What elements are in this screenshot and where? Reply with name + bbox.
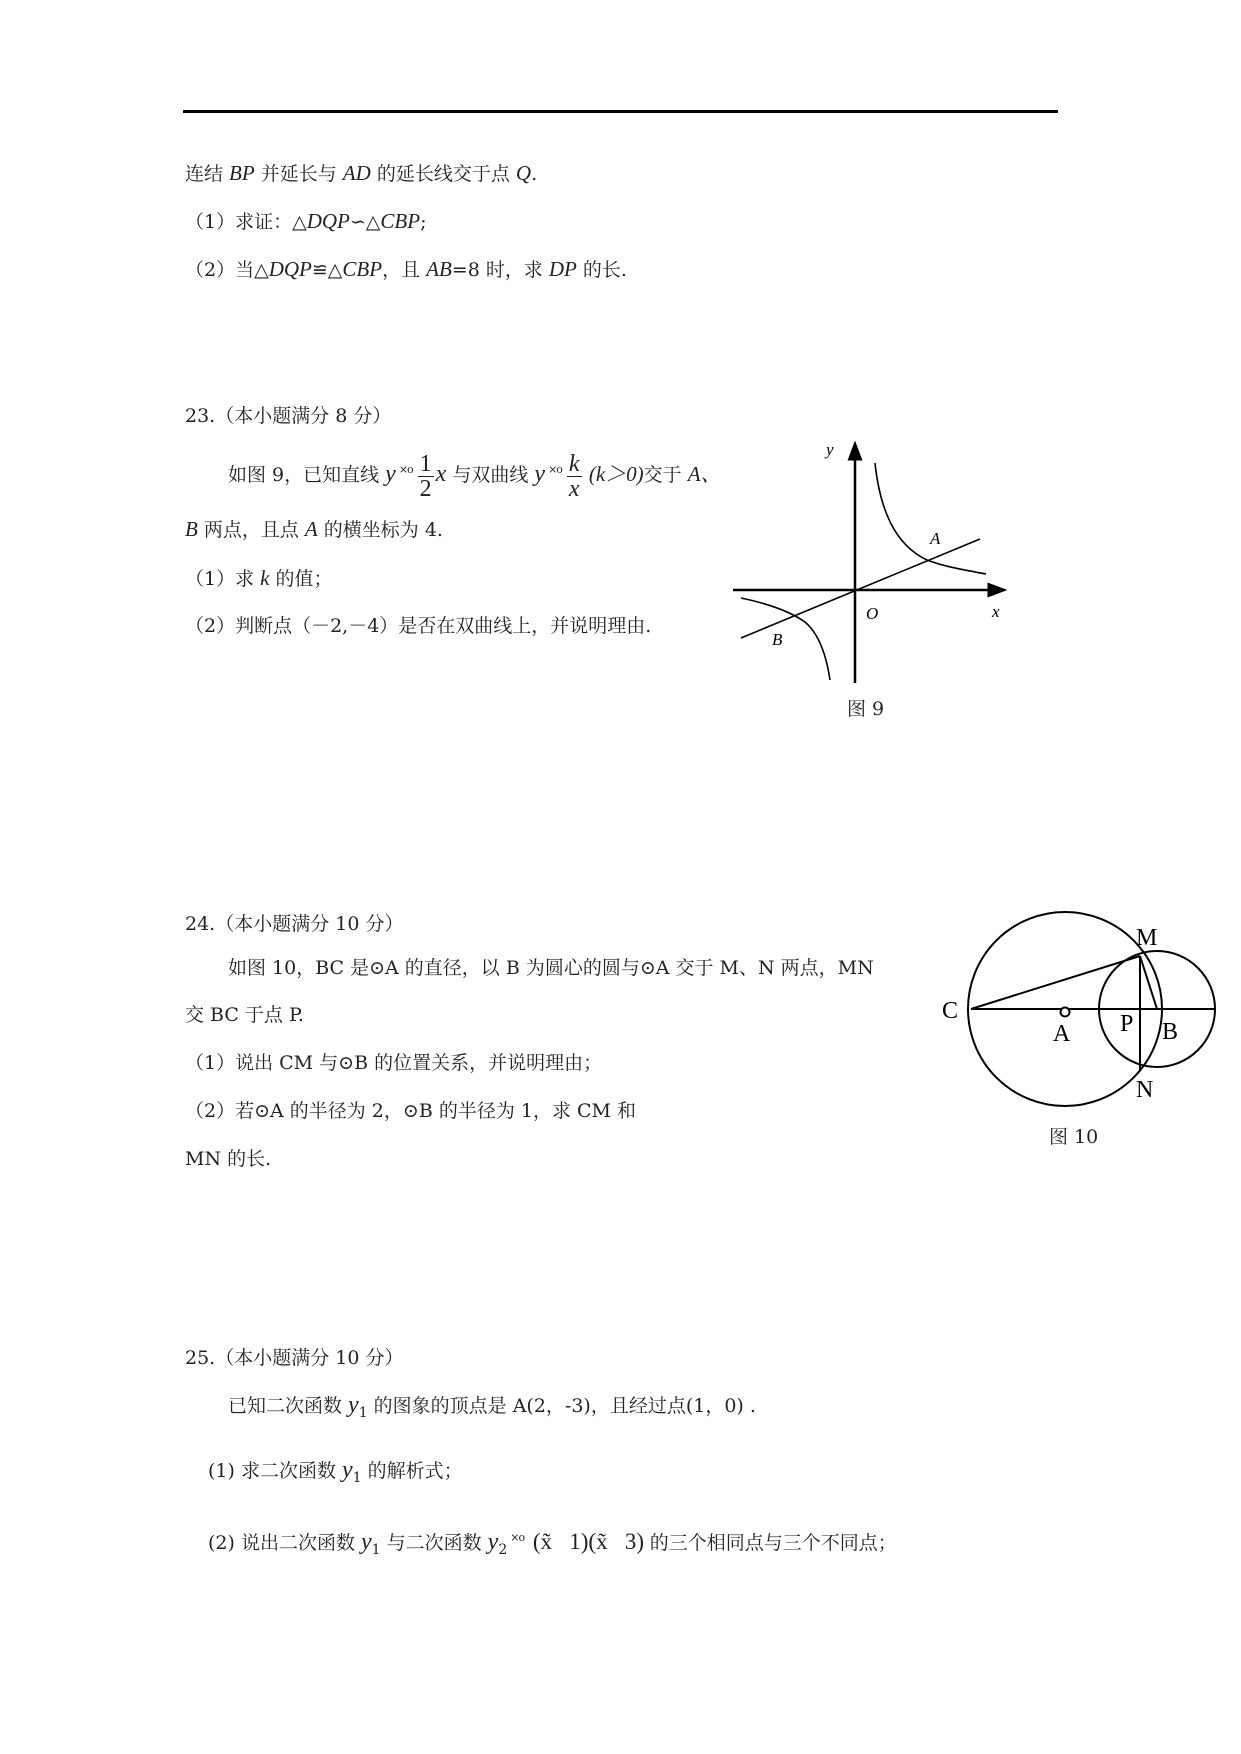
text: 如图 9，已知直线 [228, 464, 386, 486]
var-b: B [185, 517, 198, 541]
text: ，且 [382, 259, 427, 281]
var-a: A [304, 517, 318, 541]
text: (2) 说出二次函数 [208, 1532, 361, 1554]
q24-intro: 如图 10，BC 是⊙A 的直径，以 B 为圆心的圆与⊙A 交于 M、N 两点，MN [228, 957, 874, 979]
text: （1）求证：△ [185, 211, 307, 233]
point-a-label: A [930, 529, 941, 548]
q25-part1 [208, 1458, 463, 1490]
q23-part1 [185, 566, 333, 591]
q22-part2 [185, 257, 627, 282]
q23-intro [228, 446, 722, 501]
figure-10 [920, 900, 1220, 1120]
var: DQP [306, 209, 350, 233]
subscript: 1 [371, 1541, 381, 1558]
y-axis-label: y [826, 440, 834, 459]
numerator: 1 [419, 450, 432, 477]
text: 的解析式； [361, 1460, 463, 1482]
var: DP [548, 257, 577, 281]
q25-intro [228, 1393, 756, 1425]
q24-part2: （2）若⊙A 的半径为 2，⊙B 的半径为 1，求 CM 和 [185, 1100, 637, 1122]
hyperbola-branch-1 [875, 463, 986, 574]
header-rule [183, 110, 1058, 113]
condition: (k＞0) [583, 462, 644, 486]
var-y: y [361, 1529, 372, 1555]
text: 与二次函数 [380, 1532, 488, 1554]
var-y: y [487, 1529, 499, 1555]
var-x: x [435, 461, 447, 487]
segment-cm [971, 956, 1140, 1009]
var-y: y [385, 461, 396, 487]
fraction-k-over-x [567, 452, 582, 501]
var: CBP [342, 257, 383, 281]
var: CBP [380, 209, 421, 233]
var-k: k [260, 566, 270, 590]
text: 的长. [576, 259, 627, 281]
q24-part1: （1）说出 CM 与⊙B 的位置关系，并说明理由； [185, 1052, 603, 1074]
text: 与双曲线 [446, 464, 535, 486]
var-y: y [534, 461, 546, 487]
figure-9-caption: 图 9 [847, 698, 885, 720]
fraction-one-half [418, 452, 434, 501]
equals-glyph: ×o [510, 1531, 525, 1544]
segment-mb [1140, 956, 1157, 1009]
x-axis-label: x [992, 602, 1000, 621]
var: AB [426, 257, 452, 281]
denominator: x [568, 475, 580, 502]
var-ad: AD [342, 161, 371, 185]
subscript: 1 [352, 1469, 362, 1486]
origin-label: O [866, 604, 879, 623]
var-a: A、 [687, 462, 722, 486]
q23-part2: （2）判断点（－2,－4）是否在双曲线上，并说明理由. [185, 615, 652, 637]
text: ∽△ [349, 211, 381, 233]
q24-header: 24.（本小题满分 10 分） [185, 913, 404, 935]
q24-intro2: 交 BC 于点 P. [185, 1004, 304, 1026]
denominator: 2 [419, 475, 432, 502]
equals-glyph: ×o [398, 463, 413, 476]
text: 的延长线交于点 [370, 163, 516, 185]
subscript: 1 [358, 1404, 368, 1421]
point-b-label: B [772, 630, 783, 649]
q22-line1 [185, 161, 537, 186]
subscript: 2 [498, 1541, 508, 1558]
text: 两点，且点 [197, 519, 305, 541]
text: （2）当△ [185, 259, 269, 281]
text: 连结 [185, 163, 230, 185]
text: 已知二次函数 [228, 1395, 349, 1417]
text: =8 时，求 [451, 259, 549, 281]
text: 交于 [643, 464, 688, 486]
text: ; [420, 211, 427, 233]
label-c: C [942, 998, 959, 1024]
hyperbola-branch-2 [741, 598, 830, 680]
line-y-half-x [741, 539, 980, 638]
label-m: M [1136, 925, 1158, 951]
q23-header: 23.（本小题满分 8 分） [185, 405, 392, 427]
label-p: P [1120, 1011, 1134, 1037]
q22-part1 [185, 209, 427, 234]
label-b: B [1162, 1019, 1179, 1045]
numerator: k [568, 450, 580, 477]
label-a: A [1053, 1021, 1071, 1047]
center-a-dot [1061, 1008, 1070, 1017]
text: （1）求 [185, 568, 261, 590]
var-bp: BP [229, 161, 255, 185]
text: . [531, 163, 538, 185]
q24-part2-cont: MN 的长. [185, 1148, 272, 1170]
q23-intro2 [185, 517, 443, 542]
equals-glyph: ×o [548, 463, 562, 476]
label-n: N [1136, 1077, 1154, 1103]
text: 的值； [269, 568, 333, 590]
text: (1) 求二次函数 [208, 1460, 342, 1482]
var: DQP [268, 257, 312, 281]
var-y: y [342, 1457, 353, 1483]
text: 的横坐标为 4. [317, 519, 443, 541]
text: 并延长与 [254, 163, 343, 185]
q25-header: 25.（本小题满分 10 分） [185, 1347, 404, 1369]
figure-10-caption: 图 10 [1049, 1126, 1099, 1148]
text: 的图象的顶点是 A(2，-3)，且经过点(1，0) . [367, 1395, 756, 1417]
var-y: y [348, 1392, 359, 1418]
text: 的三个相同点与三个不同点； [649, 1532, 897, 1554]
text: ≌△ [311, 259, 343, 281]
figure-9 [720, 430, 1010, 720]
expression: (x̃ 1)(x̃ 3) [527, 1529, 650, 1554]
var-q: Q [515, 161, 532, 185]
q25-part2 [208, 1526, 897, 1562]
